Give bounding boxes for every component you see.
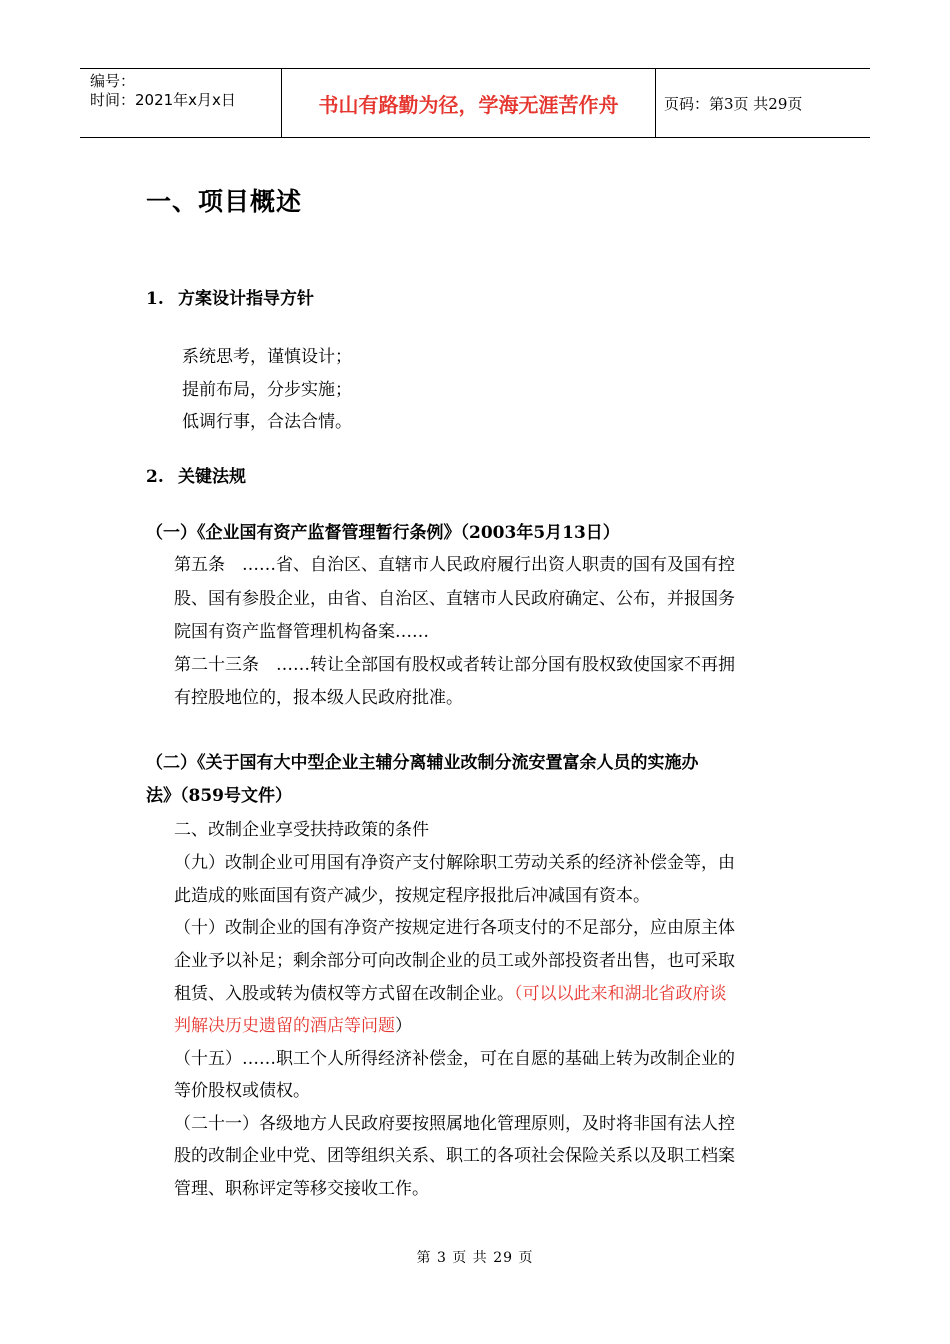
- law-2-line: 企业予以补足；剩余部分可向改制企业的员工或外部投资者出售，也可采取: [174, 951, 735, 971]
- header-page-info: 页码：第3页 共29页: [664, 94, 803, 113]
- law-2-line: （十五）……职工个人所得经济补偿金，可在自愿的基础上转为改制企业的: [174, 1049, 735, 1069]
- law-2-line-mixed: [174, 979, 727, 1004]
- page-header: [80, 68, 870, 138]
- section-2-number: 2.: [146, 467, 164, 487]
- header-motto: 书山有路勤为径，学海无涯苦作舟: [282, 69, 656, 137]
- guideline-line: 低调行事，合法合情。: [182, 412, 352, 432]
- section-1-number: 1.: [146, 289, 164, 309]
- law-2-line: 二、改制企业享受扶持政策的条件: [174, 820, 429, 840]
- law-2-line: （十）改制企业的国有净资产按规定进行各项支付的不足部分，应由原主体: [174, 918, 735, 938]
- number-label: 编号：: [90, 72, 136, 90]
- law-2-line: 等价股权或债权。: [174, 1081, 310, 1101]
- guideline-line: 提前布局，分步实施；: [182, 380, 352, 400]
- header-left-cell: [80, 69, 282, 137]
- law-1-line: 院国有资产监督管理机构备案……: [174, 622, 429, 642]
- page-footer: 第 3 页 共 29 页: [416, 1250, 534, 1266]
- section-1-heading: [146, 284, 314, 309]
- section-1-title: 方案设计指导方针: [178, 289, 314, 309]
- law-2-annotation-red: （可以以此来和湖北省政府谈: [514, 984, 727, 1004]
- law-1-line: 有控股地位的，报本级人民政府批准。: [174, 688, 463, 708]
- law-1-line: 股、国有参股企业，由省、自治区、直辖市人民政府确定、公布，并报国务: [174, 589, 735, 609]
- guideline-line: 系统思考，谨慎设计；: [182, 347, 352, 367]
- law-1-heading: （一）《企业国有资产监督管理暂行条例》（2003年5月13日）: [146, 523, 620, 543]
- law-2-line-red: [174, 1011, 412, 1036]
- law-2-annotation-red-cont: 判解决历史遗留的酒店等问题: [174, 1016, 395, 1036]
- law-1-line: 第二十三条 ……转让全部国有股权或者转让部分国有股权致使国家不再拥: [174, 655, 735, 675]
- law-2-annotation-close: ）: [395, 1016, 412, 1036]
- page-title: 一、项目概述: [146, 187, 303, 216]
- section-2-heading: [146, 462, 246, 487]
- law-2-line: 此造成的账面国有资产减少，按规定程序报批后冲减国有资本。: [174, 886, 650, 906]
- time-label: 时间：2021年x月x日: [90, 91, 236, 109]
- law-2-line-black-part: 租赁、入股或转为债权等方式留在改制企业。: [174, 984, 514, 1004]
- law-2-line: （九）改制企业可用国有净资产支付解除职工劳动关系的经济补偿金等，由: [174, 853, 735, 873]
- law-2-line: （二十一）各级地方人民政府要按照属地化管理原则，及时将非国有法人控: [174, 1114, 735, 1134]
- law-1-line: 第五条 ……省、自治区、直辖市人民政府履行出资人职责的国有及国有控: [174, 555, 735, 575]
- law-2-heading-line-1: （二）《关于国有大中型企业主辅分离辅业改制分流安置富余人员的实施办: [146, 753, 699, 773]
- law-2-heading-line-2: 法》（859号文件）: [146, 786, 292, 806]
- law-2-line: 管理、职称评定等移交接收工作。: [174, 1179, 429, 1199]
- section-2-title: 关键法规: [178, 467, 246, 487]
- law-2-line: 股的改制企业中党、团等组织关系、职工的各项社会保险关系以及职工档案: [174, 1146, 735, 1166]
